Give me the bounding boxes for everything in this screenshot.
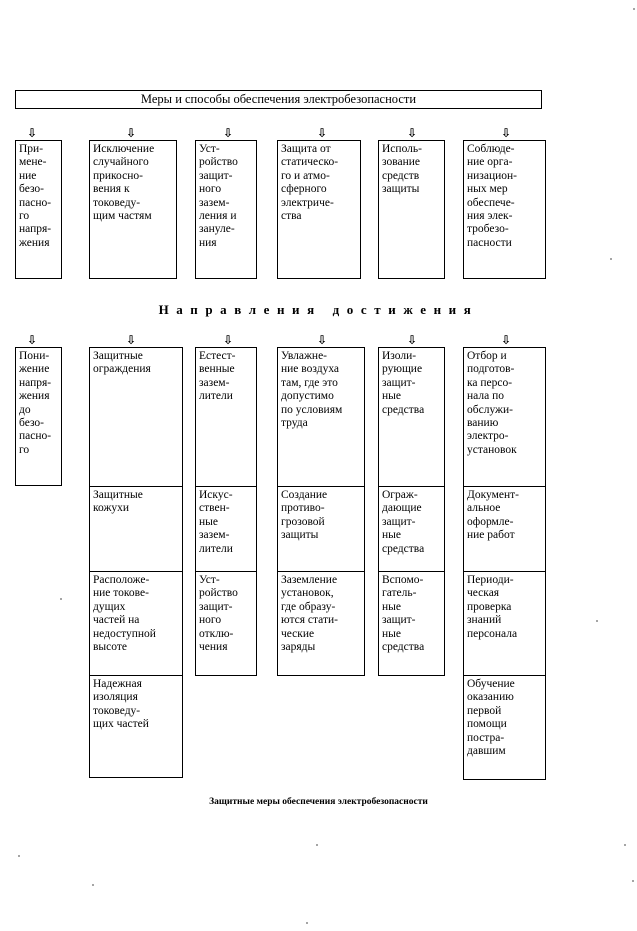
arrow-down-icon: ⇩: [126, 333, 137, 347]
direction-box: [463, 486, 546, 572]
direction-text: Пони- жение напря- жения до безо- пасно- го: [19, 350, 52, 456]
arrow-down-icon: ⇩: [27, 333, 38, 347]
measure-text: Уст- ройство защит- ного зазем- ления и зануле- ния: [199, 143, 238, 249]
measure-text: Защита от статическо- го и атмо- сферного электриче- ства: [281, 143, 339, 223]
direction-box: [378, 571, 445, 676]
direction-box: [195, 347, 257, 487]
direction-box: [15, 347, 62, 486]
direction-text: Надежная изоляция токоведу- щих частей: [93, 678, 149, 731]
direction-text: Ограж- дающие защит- ные средства: [382, 489, 425, 555]
measure-box: [15, 140, 62, 279]
measure-text: Исполь- зование средств защиты: [382, 143, 422, 196]
scan-speck: [306, 922, 308, 924]
scan-speck: [18, 855, 20, 857]
direction-text: Расположе- ние токове- дущих частей на недоступной высоте: [93, 574, 156, 654]
direction-text: Искус- ствен- ные зазем- лители: [199, 489, 233, 555]
scan-speck: [632, 880, 634, 882]
arrow-down-icon: ⇩: [407, 126, 418, 140]
arrow-down-icon: ⇩: [407, 333, 418, 347]
direction-box: [463, 347, 546, 487]
arrow-down-icon: ⇩: [223, 126, 234, 140]
scan-speck: [610, 258, 612, 260]
measure-text: Соблюде- ние орга- низацион- ных мер обеспече- ния элек- тробезо- пасности: [467, 143, 517, 249]
direction-box: [195, 486, 257, 572]
direction-text: Периоди- ческая проверка знаний персонала: [467, 574, 518, 640]
direction-text: Создание противо- грозовой защиты: [281, 489, 328, 542]
direction-box: [89, 675, 183, 778]
scan-speck: [92, 884, 94, 886]
direction-text: Документ- альное оформле- ние работ: [467, 489, 520, 542]
header-box: [15, 90, 542, 109]
direction-text: Обучение оказанию первой помощи постра- давшим: [467, 678, 515, 758]
scan-speck: [624, 844, 626, 846]
measure-box: [277, 140, 361, 279]
arrow-down-icon: ⇩: [317, 126, 328, 140]
arrow-down-icon: ⇩: [126, 126, 137, 140]
measure-text: Исключение случайного прикосно- вения к токоведу- щим частям: [93, 143, 155, 223]
direction-box: [277, 571, 365, 676]
measure-box: [463, 140, 546, 279]
direction-box: [89, 571, 183, 676]
figure-caption: Защитные меры обеспечения электробезопасности: [209, 797, 428, 807]
arrow-down-icon: ⇩: [27, 126, 38, 140]
scan-speck: [633, 8, 635, 10]
direction-text: Вспомо- гатель- ные защит- ные средства: [382, 574, 425, 654]
header-title: Меры и способы обеспечения электробезопасности: [140, 92, 417, 106]
arrow-down-icon: ⇩: [501, 333, 512, 347]
direction-box: [463, 675, 546, 780]
direction-box: [89, 347, 183, 487]
direction-text: Изоли- рующие защит- ные средства: [382, 350, 425, 416]
direction-box: [463, 571, 546, 676]
directions-label: Направления достижения: [158, 302, 479, 317]
direction-text: Защитные кожухи: [93, 489, 143, 515]
measure-box: [378, 140, 445, 279]
direction-text: Естест- венные зазем- лители: [199, 350, 236, 403]
scan-speck: [60, 598, 62, 600]
direction-box: [89, 486, 183, 572]
direction-box: [277, 486, 365, 572]
arrow-down-icon: ⇩: [223, 333, 234, 347]
scan-speck: [316, 844, 318, 846]
arrow-down-icon: ⇩: [317, 333, 328, 347]
measure-box: [89, 140, 177, 279]
direction-text: Заземление установок, где образу- ются стати- ческие заряды: [281, 574, 338, 654]
direction-box: [195, 571, 257, 676]
direction-text: Защитные ограждения: [93, 350, 151, 376]
scan-speck: [596, 620, 598, 622]
direction-box: [378, 486, 445, 572]
measure-box: [195, 140, 257, 279]
direction-box: [277, 347, 365, 487]
arrow-down-icon: ⇩: [501, 126, 512, 140]
direction-text: Увлажне- ние воздуха там, где это допустимо по условиям труда: [281, 350, 343, 430]
direction-text: Уст- ройство защит- ного отклю- чения: [199, 574, 238, 654]
direction-box: [378, 347, 445, 487]
measure-text: При- мене- ние безо- пасно- го напря- жения: [19, 143, 52, 249]
direction-text: Отбор и подготов- ка персо- нала по обслужи- ванию электро- установок: [467, 350, 517, 456]
